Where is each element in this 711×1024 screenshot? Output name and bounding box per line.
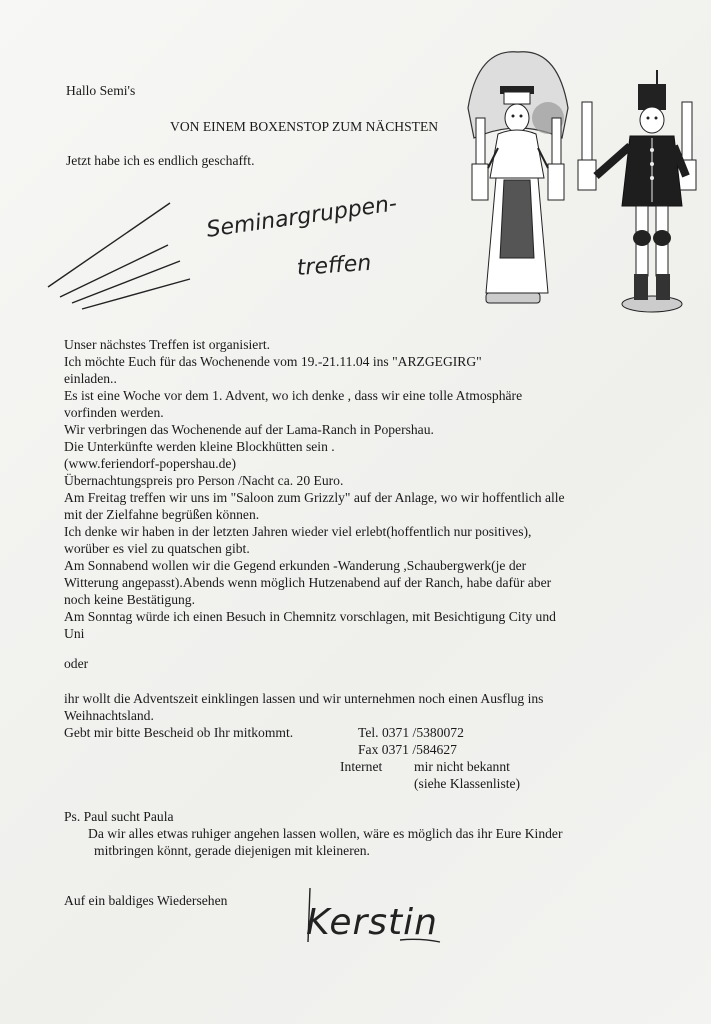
internet-value: mir nicht bekannt	[414, 759, 510, 774]
body-line: Unser nächstes Treffen ist organisiert.	[64, 337, 271, 352]
ps-line-1: Da wir alles etwas ruhiger angehen lassen wollen, wäre es möglich das ihr Eure Kinder	[88, 826, 563, 841]
body-line: vorfinden werden.	[64, 405, 164, 420]
body-line: einladen..	[64, 371, 117, 386]
body-line: Am Freitag treffen wir uns im "Saloon zum Grizzly" auf der Anlage, wo wir hoffentlich alle	[64, 490, 565, 505]
body-line: worüber es viel zu quatschen gibt.	[64, 541, 250, 556]
miner-candle-holder-figure	[578, 66, 698, 316]
fax-number: Fax 0371 /584627	[358, 742, 457, 757]
telephone-number: Tel. 0371 /5380072	[358, 725, 464, 740]
alternative-line: Weihnachtsland.	[64, 708, 154, 723]
body-line: Es ist eine Woche vor dem 1. Advent, wo ich denke , dass wir eine tolle Atmosphäre	[64, 388, 523, 403]
body-line: Übernachtungspreis pro Person /Nacht ca. 20 Euro.	[64, 473, 344, 488]
pen-strokes-decoration	[40, 195, 200, 315]
letter-heading: VON EINEM BOXENSTOP ZUM NÄCHSTEN	[170, 119, 439, 134]
body-line: Am Sonnabend wollen wir die Gegend erkunden -Wanderung ,Schaubergwerk(je der	[64, 558, 527, 573]
ps-title: Ps. Paul sucht Paula	[64, 809, 174, 824]
body-line: Ich möchte Euch für das Wochenende vom 19.-21.11.04 ins "ARZGEGIRG"	[64, 354, 482, 369]
handwritten-seminargruppen: Seminargruppen-	[205, 191, 399, 243]
body-line: Witterung angepasst).Abends wenn möglich Hutzenabend auf der Ranch, habe dafür aber	[64, 575, 552, 590]
body-line: Die Unterkünfte werden kleine Blockhütten sein .	[64, 439, 335, 454]
body-line: Wir verbringen das Wochenende auf der Lama-Ranch in Popershau.	[64, 422, 434, 437]
alternative-line: ihr wollt die Adventszeit einklingen lassen und wir unternehmen noch einen Ausflug ins	[64, 691, 544, 706]
body-line: noch keine Bestätigung.	[64, 592, 195, 607]
internet-label: Internet	[340, 759, 383, 774]
reply-request: Gebt mir bitte Bescheid ob Ihr mitkommt.	[64, 725, 294, 740]
body-line: mit der Zielfahne begrüßen können.	[64, 507, 260, 522]
oder-line: oder	[64, 656, 89, 671]
body-line: Uni	[64, 626, 85, 641]
body-line: (www.feriendorf-popershau.de)	[64, 456, 236, 471]
body-line: Ich denke wir haben in der letzten Jahren wieder viel erlebt(hoffentlich nur positives),	[64, 524, 532, 539]
alternative-paragraph	[64, 690, 543, 724]
signature: Kerstin	[306, 902, 438, 943]
signature-underline	[300, 880, 450, 950]
body-line: Am Sonntag würde ich einen Besuch in Chemnitz vorschlagen, mit Besichtigung City und	[64, 609, 556, 624]
body-paragraph	[64, 336, 565, 642]
intro-line: Jetzt habe ich es endlich geschafft.	[66, 153, 255, 168]
klassenliste-note: (siehe Klassenliste)	[414, 776, 521, 791]
closing-line: Auf ein baldiges Wiedersehen	[64, 893, 228, 908]
greeting: Hallo Semi's	[66, 83, 136, 98]
handwritten-treffen: treffen	[296, 250, 373, 281]
ps-line-2: mitbringen könnt, gerade diejenigen mit kleineren.	[94, 843, 370, 858]
angel-candle-holder-figure	[458, 48, 578, 313]
